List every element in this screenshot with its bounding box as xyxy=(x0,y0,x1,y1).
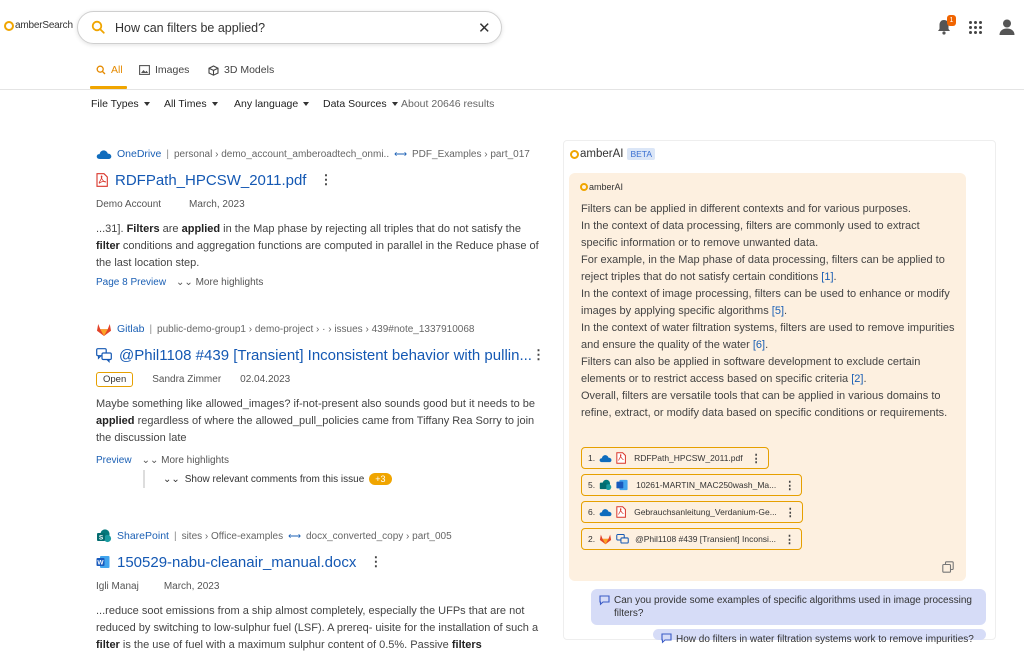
source-path-target: docx_converted_copy › part_005 xyxy=(305,530,452,542)
apps-grid-icon[interactable] xyxy=(969,21,982,34)
reference-chip[interactable] xyxy=(581,501,803,523)
comments-count-badge: +3 xyxy=(369,473,391,485)
source-path: public-demo-group1 › demo-project › · › issues › 439#note_1337910068 xyxy=(157,323,475,335)
logo-ring-icon xyxy=(580,183,588,191)
result-title-link[interactable]: RDFPath_HPCSW_2011.pdf xyxy=(115,171,307,189)
link-arrows-icon: ⟷ xyxy=(394,148,408,159)
search-input[interactable]: How can filters be applied? xyxy=(115,21,266,35)
more-highlights-label: More highlights xyxy=(195,277,264,288)
source-name[interactable]: SharePoint xyxy=(117,530,169,542)
result-actions xyxy=(96,455,546,466)
ref-title: Gebrauchsanleitung_Verdanium-Ge... xyxy=(634,507,777,517)
citation-link[interactable]: [1] xyxy=(821,271,834,283)
beta-badge: BETA xyxy=(627,148,655,160)
file-types-label: File Types xyxy=(91,98,139,110)
source-name[interactable]: Gitlab xyxy=(117,323,145,335)
caret-down-icon xyxy=(212,102,218,106)
tab-all[interactable] xyxy=(96,56,123,84)
result-author: Sandra Zimmer xyxy=(152,373,222,385)
chevron-down-icon: ⌄⌄ xyxy=(163,473,180,485)
data-sources-label: Data Sources xyxy=(323,98,387,110)
logo-text: amberSearch xyxy=(15,20,73,31)
reference-chip[interactable] xyxy=(581,474,802,496)
result-title-link[interactable]: 150529-nabu-cleanair_manual.docx xyxy=(117,553,357,571)
search-icon xyxy=(96,65,106,75)
word-file-icon xyxy=(96,555,110,569)
gitlab-icon xyxy=(96,322,112,337)
suggested-question[interactable] xyxy=(591,589,986,625)
answer-card-logo xyxy=(580,182,623,192)
result-title-row xyxy=(96,170,546,190)
search-box[interactable] xyxy=(77,11,502,44)
tab-3d-models[interactable] xyxy=(208,56,274,84)
svg-text:W: W xyxy=(97,559,104,567)
amber-search-logo[interactable] xyxy=(4,20,73,31)
result-actions xyxy=(96,277,546,288)
reference-chip[interactable] xyxy=(581,528,802,550)
citation-link[interactable]: [2] xyxy=(851,373,864,385)
link-arrows-icon: ⟷ xyxy=(288,530,301,541)
source-path-target: PDF_Examples › part_017 xyxy=(412,148,530,160)
result-source-row xyxy=(96,322,546,336)
word-file-icon xyxy=(616,479,628,491)
tab-all-label: All xyxy=(111,64,123,76)
amber-ai-logo xyxy=(570,148,655,160)
ref-title: RDFPath_HPCSW_2011.pdf xyxy=(634,453,743,463)
data-sources-dropdown[interactable] xyxy=(323,98,398,110)
result-author: Demo Account xyxy=(96,198,162,210)
suggested-question[interactable] xyxy=(653,629,986,645)
ref-title: @Phil1108 #439 [Transient] Inconsi... xyxy=(635,534,777,544)
more-highlights-button[interactable] xyxy=(142,455,229,466)
cube-icon xyxy=(208,65,219,76)
pdf-file-icon xyxy=(616,506,626,518)
result-item xyxy=(96,322,546,466)
result-title-row xyxy=(96,345,546,365)
more-options-icon[interactable]: ⋮ xyxy=(784,533,796,546)
tab-images[interactable] xyxy=(139,56,189,84)
result-snippet: Maybe something like allowed_images? if-not-present also sounds good but it needs to be applied regardless of where the allowed_pull_policies came from Tiffany Rea Sorry to join the discussion late xyxy=(96,398,536,444)
more-highlights-button[interactable] xyxy=(176,277,263,288)
show-comments-button[interactable] xyxy=(163,473,392,485)
chat-issue-icon xyxy=(616,534,629,545)
chevron-down-icon: ⌄⌄ xyxy=(141,455,159,466)
ref-number: 2. xyxy=(588,534,596,544)
status-badge: Open xyxy=(96,372,133,387)
ref-number: 6. xyxy=(588,507,596,517)
caret-down-icon xyxy=(392,102,398,106)
chat-bubble-icon xyxy=(599,595,610,605)
result-meta xyxy=(96,371,546,387)
result-item xyxy=(96,147,546,288)
result-title-link[interactable]: @Phil1108 #439 [Transient] Inconsistent behavior with pullin... xyxy=(119,346,532,364)
suggestion-text: How do filters in water filtration systems work to remove impurities? xyxy=(676,634,974,645)
result-date: 02.04.2023 xyxy=(240,373,291,385)
preview-link[interactable]: Preview xyxy=(96,455,132,466)
more-options-icon[interactable]: ⋮ xyxy=(750,452,762,465)
language-dropdown[interactable] xyxy=(234,98,309,110)
sharepoint-icon xyxy=(96,529,112,544)
result-source-row xyxy=(96,147,546,161)
logo-ring-icon xyxy=(570,150,579,159)
suggestion-text: Can you provide some examples of specific algorithms used in image processing filters? xyxy=(614,595,972,619)
citation-link[interactable]: [5] xyxy=(771,305,784,317)
all-times-dropdown[interactable] xyxy=(164,98,218,110)
reference-chip[interactable] xyxy=(581,447,769,469)
separator: | xyxy=(173,530,177,542)
tab-images-label: Images xyxy=(155,64,190,76)
result-item xyxy=(96,529,546,654)
notification-badge: 1 xyxy=(947,15,956,26)
chat-bubble-icon xyxy=(661,633,672,643)
more-options-icon[interactable]: ⋮ xyxy=(532,347,545,362)
pdf-file-icon xyxy=(616,452,626,464)
ai-answer-text: Filters can be applied in different contexts and for various purposes. In the context of data processing, filters are commonly used to extract specific information or to remove unwanted data. For example, in the Map phase of data processing, filters can be applied to reject triples that do not satisfy certain conditions [1]. In the context of image processing, filters can be used to enhance or modify images by applying specific algorithms [5]. In the context of water filtration systems, filters are used to remove impurities and ensure the quality of the water [6]. Filters can also be applied in software development to exclude certain elements or to restrict access based on specific criteria [2]. Overall, filters are versatile tools that can be applied in various domains to refine, extract, or modify data based on specific conditions or requirements. xyxy=(581,203,955,419)
result-author: Igli Manaj xyxy=(96,580,139,592)
svg-text:S: S xyxy=(98,534,104,541)
more-options-icon[interactable]: ⋮ xyxy=(369,554,383,569)
ref-number: 5. xyxy=(588,480,596,490)
result-date: March, 2023 xyxy=(189,198,245,210)
source-path: personal › demo_account_amberoadtech_onmi.. xyxy=(173,148,390,160)
result-snippet: ...31]. Filters are applied in the Map phase by rejecting all triples that do not satisfy the filter conditions and aggregation functions are computed in parallel in the Reduce phase of the last location step. xyxy=(96,223,539,269)
ref-title: 10261-MARTIN_MAC250wash_Ma... xyxy=(636,480,777,490)
result-meta xyxy=(96,578,546,594)
logo-ring-icon xyxy=(4,21,14,31)
file-types-dropdown[interactable] xyxy=(91,98,150,110)
result-date: March, 2023 xyxy=(163,580,220,592)
more-options-icon[interactable]: ⋮ xyxy=(784,479,796,492)
pdf-file-icon xyxy=(96,173,108,187)
chevron-down-icon: ⌄⌄ xyxy=(176,277,193,288)
source-name[interactable]: OneDrive xyxy=(117,148,162,160)
sharepoint-icon xyxy=(599,479,612,492)
clear-search-icon[interactable]: ✕ xyxy=(478,20,491,37)
image-icon xyxy=(139,65,150,75)
result-title-row xyxy=(96,552,546,572)
onedrive-icon xyxy=(96,149,112,160)
more-options-icon[interactable]: ⋮ xyxy=(784,506,796,519)
ai-logo-text: amberAI xyxy=(580,148,624,160)
result-snippet: ...reduce soot emissions from a ship almost completely, especially the UFPs that are not reduced by switching to low-sulphur fuel (LSF). A prereq- uisite for the installation of such a filter is the use of fuel with a maximum sulphur content of 0.5%. Passive filters xyxy=(96,605,539,651)
user-account-icon[interactable] xyxy=(998,18,1016,36)
result-source-row xyxy=(96,529,546,543)
caret-down-icon xyxy=(303,102,309,106)
chat-issue-icon xyxy=(96,348,112,362)
source-path: sites › Office-examples xyxy=(181,530,284,542)
tabs-divider xyxy=(0,89,1024,90)
separator: | xyxy=(166,148,169,160)
comments-thread-line xyxy=(143,470,145,488)
tab-3d-models-label: 3D Models xyxy=(224,64,275,76)
onedrive-icon xyxy=(599,508,612,517)
all-times-label: All Times xyxy=(164,98,207,110)
result-count: About 20646 results xyxy=(401,98,495,110)
ref-number: 1. xyxy=(588,453,596,463)
card-logo-text: amberAI xyxy=(589,182,624,192)
caret-down-icon xyxy=(144,102,150,106)
copy-icon[interactable] xyxy=(942,561,954,573)
citation-link[interactable]: [6] xyxy=(752,339,766,351)
onedrive-icon xyxy=(599,454,612,463)
page-preview-link[interactable]: Page 8 Preview xyxy=(96,277,167,288)
language-label: Any language xyxy=(234,98,299,110)
search-icon xyxy=(91,20,105,34)
more-options-icon[interactable]: ⋮ xyxy=(319,172,333,187)
separator: | xyxy=(149,323,153,335)
more-highlights-label: More highlights xyxy=(161,455,229,466)
gitlab-icon xyxy=(599,533,612,545)
show-comments-label: Show relevant comments from this issue xyxy=(184,473,365,485)
result-meta xyxy=(96,196,546,212)
